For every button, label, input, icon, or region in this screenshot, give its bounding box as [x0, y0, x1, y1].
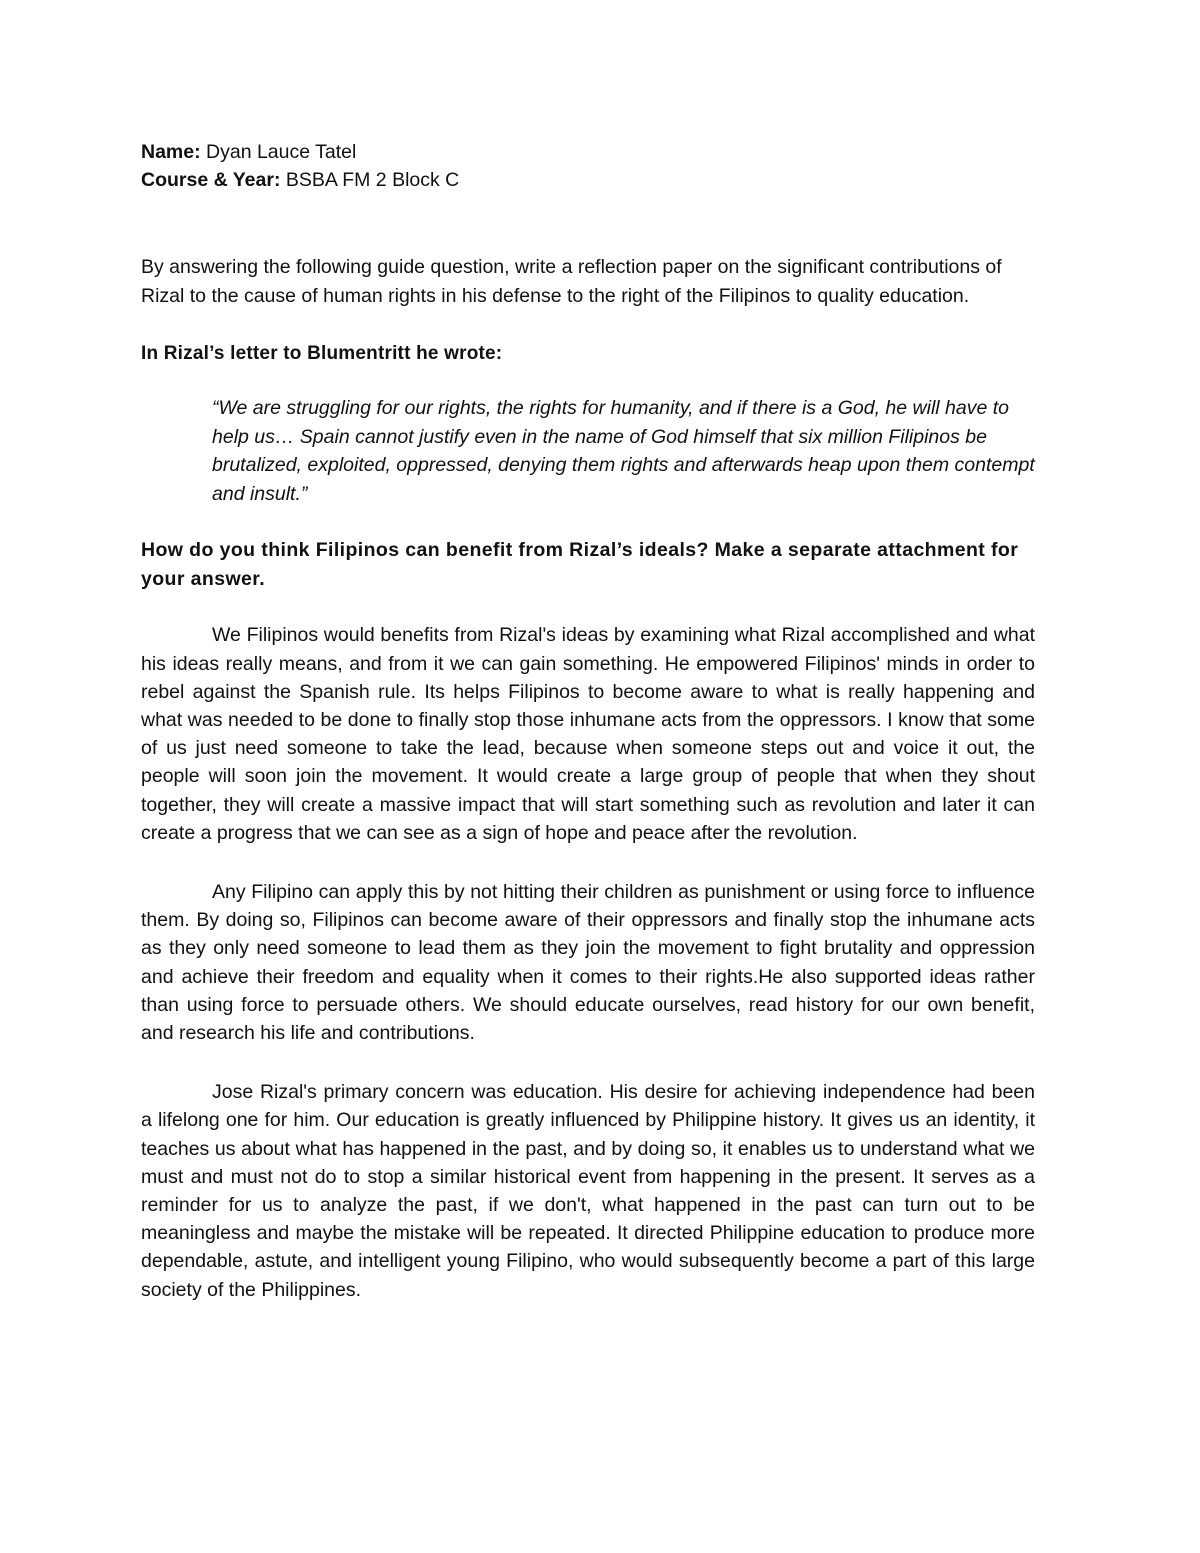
course-year-line	[141, 166, 1035, 194]
answer-paragraph-3: Jose Rizal's primary concern was education. His desire for achieving independence had been a lifelong one for him. Our education is greatly influenced by Philippine history. It gives us an identity, it teaches us about what has happened in the past, and by doing so, it enables us to understand what we must and must not do to stop a similar historical event from happening in the present. It serves as a reminder for us to analyze the past, if we don't, what happened in the past can turn out to be meaningless and maybe the mistake will be repeated. It directed Philippine education to produce more dependable, astute, and intelligent young Filipino, who would subsequently become a part of this large society of the Philippines.	[141, 1081, 1035, 1301]
name-value: Dyan Lauce Tatel	[200, 141, 357, 163]
answer-paragraph-2: Any Filipino can apply this by not hitting their children as punishment or using force to influence them. By doing so, Filipinos can become aware of their oppressors and finally stop the inhumane acts as they only need someone to lead them as they join the movement to fight brutality and oppression and achieve their freedom and equality when it comes to their rights.He also supported ideas rather than using force to persuade others. We should educate ourselves, read history for our own benefit, and research his life and contributions.	[141, 881, 1035, 1045]
rizal-quote: “We are struggling for our rights, the rights for humanity, and if there is a God, he will have to help us… Spain cannot justify even in the name of God himself that six million Filipinos be brutalized, exploited, oppressed, denying them rights and afterwards heap upon them contempt and insult.”	[212, 397, 1035, 505]
quote-heading: In Rizal’s letter to Blumentritt he wrote:	[141, 342, 503, 364]
course-year-value: BSBA FM 2 Block C	[280, 169, 460, 192]
instructions-paragraph: By answering the following guide question, write a reflection paper on the significant contributions of Rizal to the cause of human rights in his defense to the right of the Filipinos to quality education.	[141, 256, 1002, 307]
name-label: Name:	[141, 141, 201, 163]
document-body	[141, 138, 1035, 1304]
name-line	[141, 138, 1035, 166]
course-year-label: Course & Year:	[141, 169, 281, 192]
guide-question: How do you think Filipinos can benefit from Rizal’s ideals? Make a separate attachment for your answer.	[141, 539, 1019, 591]
answer-paragraph-1: We Filipinos would benefits from Rizal's ideas by examining what Rizal accomplished and what his ideas really means, and from it we can gain something. He empowered Filipinos' minds in order to rebel against the Spanish rule. Its helps Filipinos to become aware to what is really happening and what was needed to be done to finally stop those inhumane acts from the oppressors. I know that some of us just need someone to take the lead, because when someone steps out and voice it out, the people will soon join the movement. It would create a large group of people that when they shout together, they will create a massive impact that will start something such as revolution and later it can create a progress that we can see as a sign of hope and peace after the revolution.	[141, 624, 1035, 844]
